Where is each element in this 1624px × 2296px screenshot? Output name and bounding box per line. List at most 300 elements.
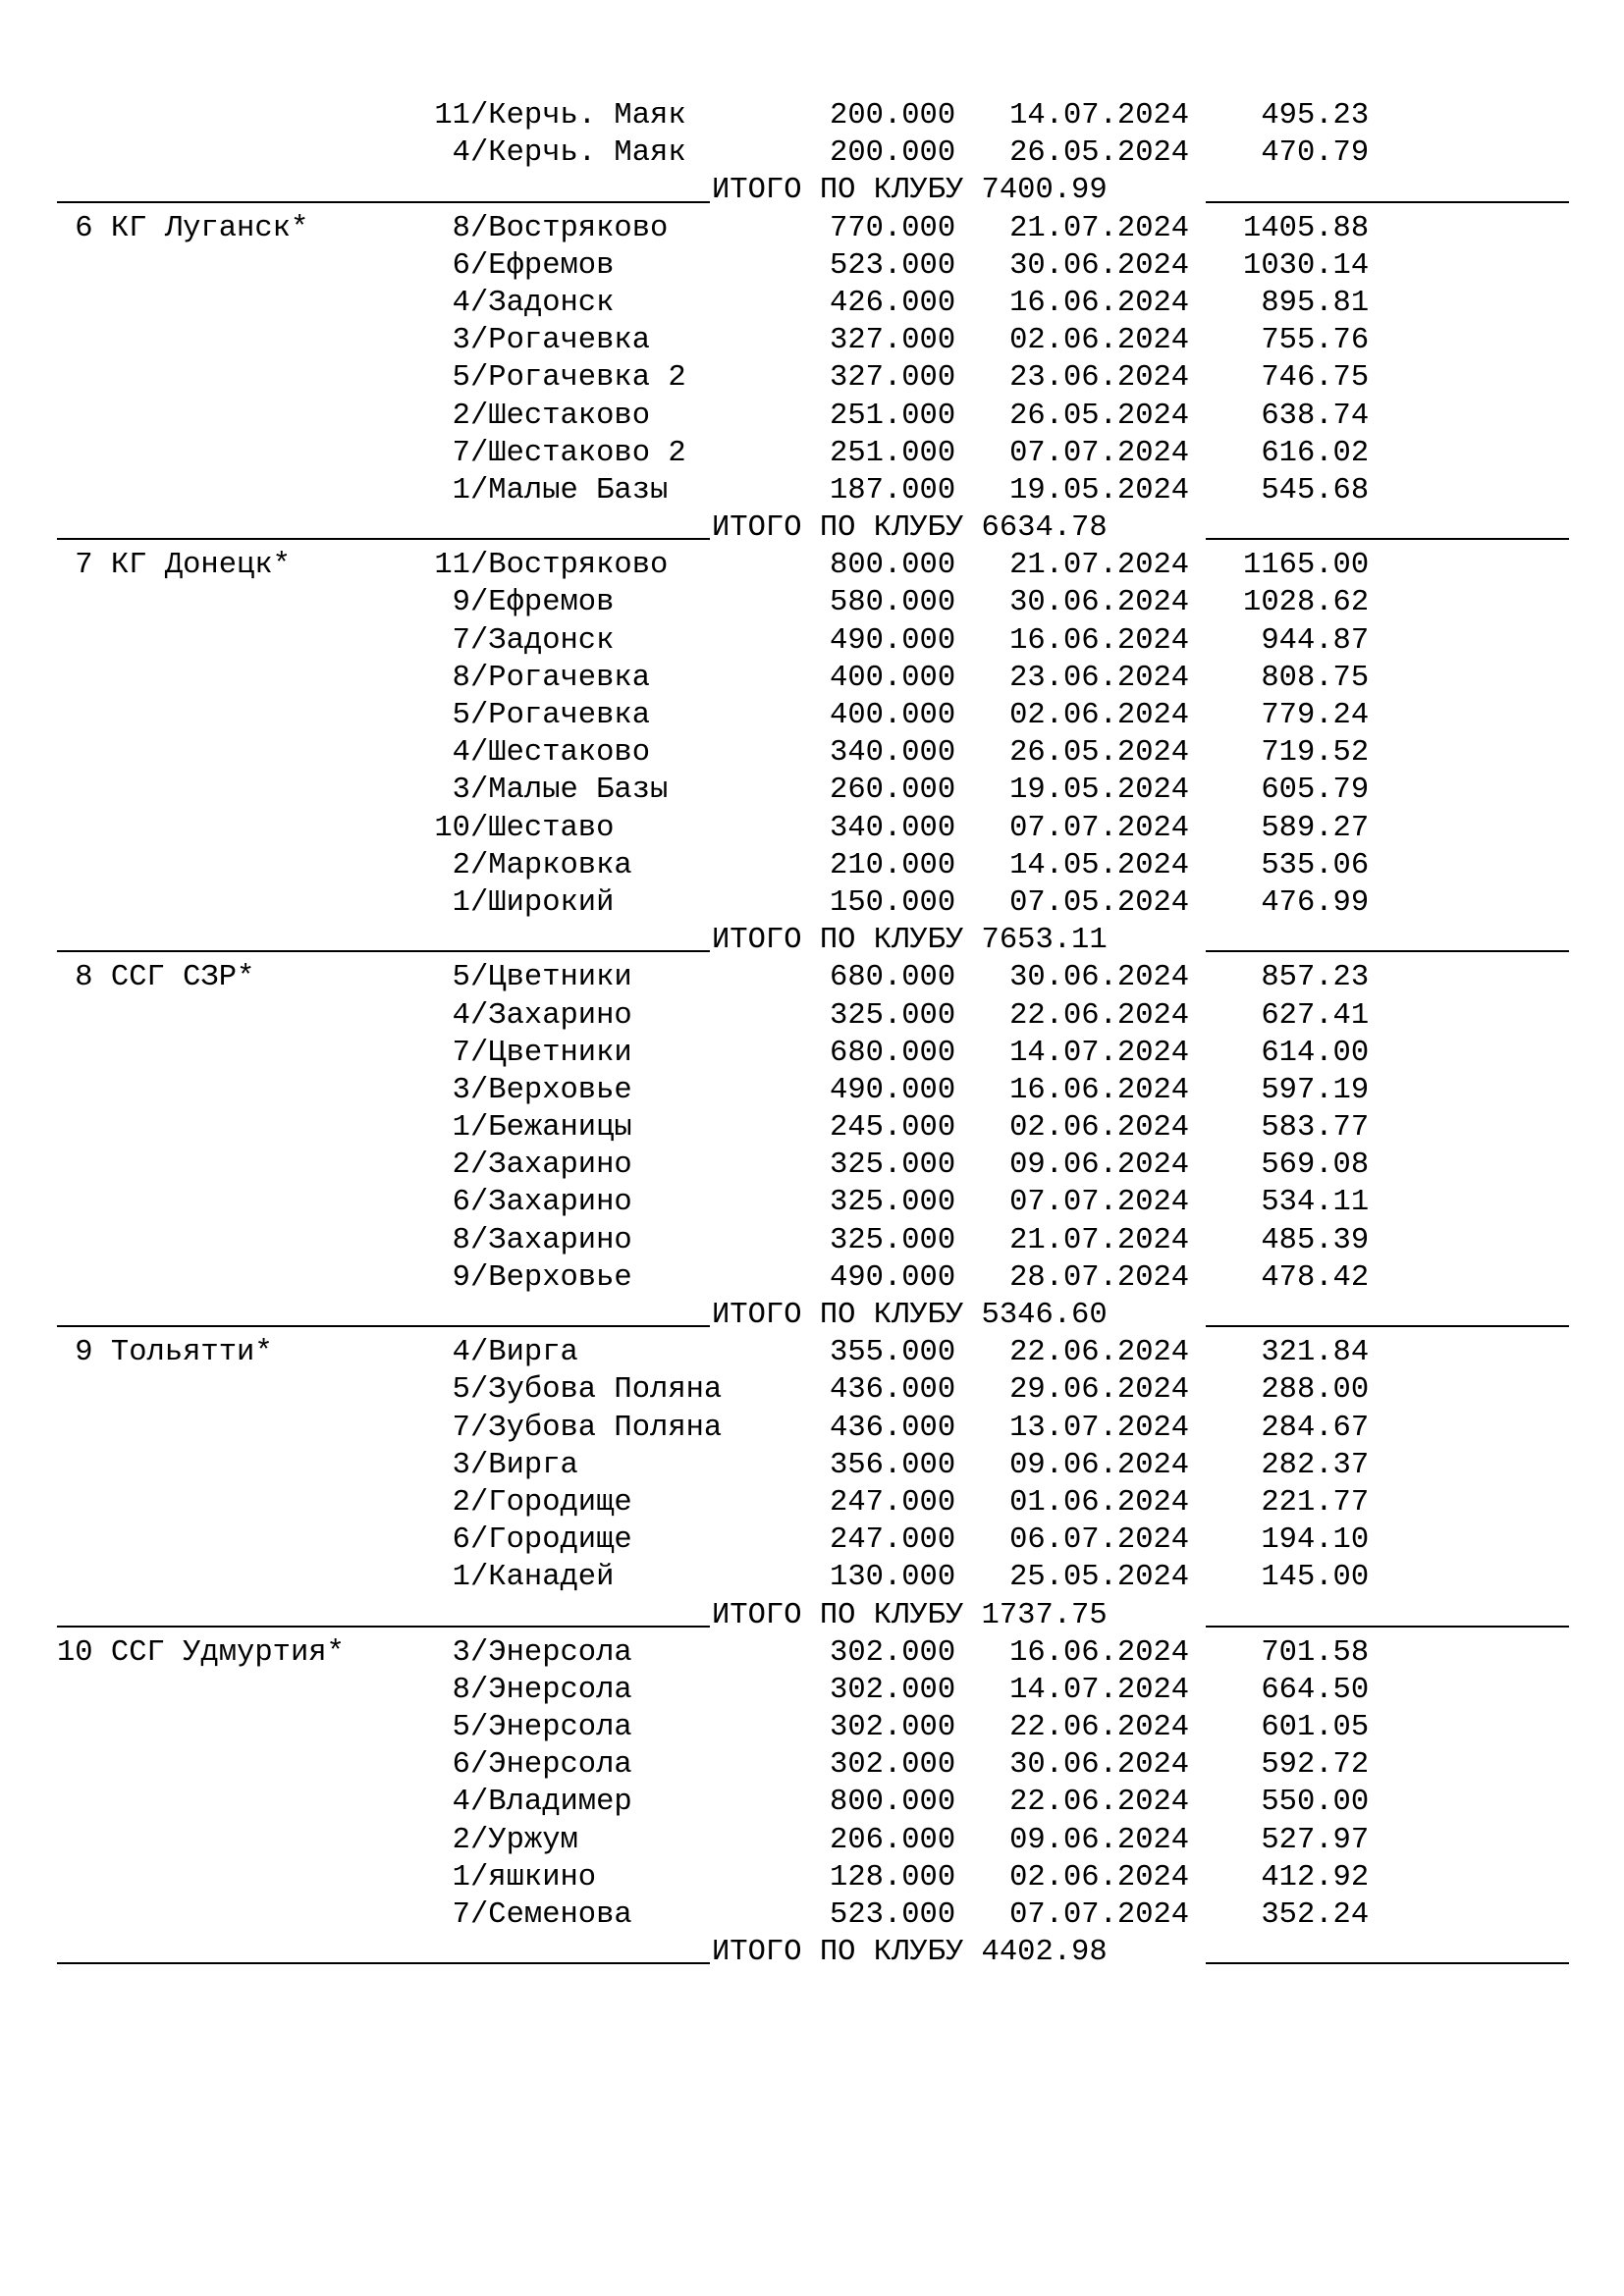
row-text	[57, 1709, 1569, 1746]
race-name: 9/Верховье	[434, 1260, 794, 1295]
club-name-empty	[57, 812, 434, 845]
row-text	[57, 547, 1569, 584]
club-total-line	[57, 1934, 1569, 1971]
divider-right	[1206, 1962, 1569, 1964]
row-text	[57, 1896, 1569, 1934]
score: 569.08	[1189, 1148, 1370, 1183]
distance: 426.000	[793, 286, 956, 320]
distance: 260.000	[793, 774, 956, 808]
distance: 302.000	[793, 1748, 956, 1783]
divider-right	[1206, 201, 1569, 203]
score: 194.10	[1189, 1523, 1370, 1558]
race-name: 5/Рогачевка	[434, 699, 794, 732]
club-name: 10 ССГ Удмуртия*	[57, 1635, 435, 1670]
club-name-empty	[57, 437, 434, 470]
table-row	[0, 884, 1624, 922]
row-text	[57, 1522, 1569, 1559]
race-date: 06.07.2024	[955, 1523, 1190, 1558]
race-name: 4/Шестаково	[434, 736, 794, 771]
club-name-empty	[57, 774, 434, 807]
race-name: 1/Широкий	[434, 885, 794, 920]
club-name-empty	[57, 1674, 434, 1707]
club-name-empty	[57, 324, 434, 357]
row-text	[57, 1672, 1569, 1709]
club-name-empty	[57, 400, 434, 433]
table-row	[0, 1822, 1624, 1859]
club-name-empty	[57, 624, 434, 658]
row-text	[57, 398, 1569, 435]
table-row	[0, 1447, 1624, 1484]
distance: 523.000	[793, 1898, 956, 1932]
club-total-line	[57, 922, 1569, 959]
divider-right	[1206, 1626, 1569, 1628]
club-name: 6 КГ Луганск*	[57, 211, 435, 245]
row-text	[57, 847, 1569, 884]
club-name	[57, 99, 434, 133]
distance: 302.000	[793, 1711, 956, 1745]
distance: 340.000	[793, 811, 956, 845]
race-date: 19.05.2024	[955, 774, 1190, 808]
row-text	[57, 1559, 1569, 1596]
table-row	[0, 959, 1624, 996]
race-date: 13.07.2024	[955, 1411, 1190, 1445]
club-name-empty	[57, 1786, 434, 1819]
race-name: 6/Захарино	[434, 1186, 794, 1220]
row-text	[57, 1410, 1569, 1447]
table-row	[0, 285, 1624, 322]
club-name-empty	[57, 1224, 434, 1257]
distance: 800.000	[793, 549, 956, 583]
race-name: 7/Задонск	[434, 623, 794, 658]
row-text	[57, 1447, 1569, 1484]
score: 284.67	[1189, 1411, 1370, 1445]
row-text	[57, 1334, 1569, 1371]
score: 282.37	[1189, 1448, 1370, 1482]
table-row	[0, 1334, 1624, 1371]
club-name-empty	[57, 999, 434, 1033]
race-date: 23.06.2024	[955, 661, 1190, 695]
race-date: 22.06.2024	[955, 1711, 1190, 1745]
table-row	[0, 1522, 1624, 1559]
race-name: 9/Ефремов	[434, 586, 794, 620]
table-row	[0, 1896, 1624, 1934]
row-text	[57, 134, 1569, 172]
distance: 245.000	[793, 1111, 956, 1146]
race-name: 7/Зубова Поляна	[434, 1411, 794, 1445]
race-date: 07.07.2024	[955, 1898, 1190, 1932]
club-name-empty	[57, 1111, 434, 1145]
score: 597.19	[1189, 1073, 1370, 1107]
row-text	[57, 1634, 1569, 1672]
distance: 580.000	[793, 586, 956, 620]
race-name: 6/Энерсола	[434, 1748, 794, 1783]
race-name: 4/Задонск	[434, 286, 794, 320]
table-row	[0, 1259, 1624, 1297]
table-row	[0, 1072, 1624, 1109]
table-row	[0, 97, 1624, 134]
race-name: 2/Уржум	[434, 1823, 794, 1857]
distance: 247.000	[793, 1523, 956, 1558]
row-text	[57, 1184, 1569, 1221]
score: 857.23	[1189, 961, 1370, 995]
race-date: 14.05.2024	[955, 848, 1190, 882]
race-name: 5/Цветники	[434, 961, 794, 995]
race-name: 11/Востряково	[434, 549, 794, 583]
race-date: 02.06.2024	[955, 1860, 1190, 1895]
distance: 325.000	[793, 1148, 956, 1183]
score: 470.79	[1189, 136, 1370, 171]
row-text	[57, 734, 1569, 772]
club-name-empty	[57, 249, 434, 283]
club-name-empty	[57, 886, 434, 920]
row-text	[57, 959, 1569, 996]
race-date: 01.06.2024	[955, 1485, 1190, 1520]
race-date: 30.06.2024	[955, 1748, 1190, 1783]
distance: 302.000	[793, 1673, 956, 1707]
score: 583.77	[1189, 1111, 1370, 1146]
row-text	[57, 584, 1569, 621]
distance: 770.000	[793, 211, 956, 245]
distance: 356.000	[793, 1448, 956, 1482]
row-text	[57, 1371, 1569, 1409]
table-row	[0, 1746, 1624, 1784]
race-date: 07.05.2024	[955, 885, 1190, 920]
club-name-empty	[57, 736, 434, 770]
race-name: 6/Городище	[434, 1523, 794, 1558]
divider-right	[1206, 950, 1569, 952]
club-name-empty	[57, 699, 434, 732]
distance: 523.000	[793, 248, 956, 283]
race-name: 4/Захарино	[434, 998, 794, 1033]
club-name-empty	[57, 1186, 434, 1219]
club-total: ИТОГО ПО КЛУБУ 7400.99	[712, 174, 1108, 208]
race-name: 2/Городище	[434, 1485, 794, 1520]
row-text	[57, 810, 1569, 847]
score: 550.00	[1189, 1786, 1370, 1820]
race-name: 8/Рогачевка	[434, 661, 794, 695]
score: 1165.00	[1189, 549, 1370, 583]
club-name-empty	[57, 849, 434, 882]
table-row	[0, 847, 1624, 884]
distance: 150.000	[793, 885, 956, 920]
distance: 680.000	[793, 961, 956, 995]
divider-left	[57, 1626, 710, 1628]
club-total: ИТОГО ПО КЛУБУ 4402.98	[712, 1936, 1108, 1970]
distance: 325.000	[793, 1223, 956, 1257]
table-row	[0, 1859, 1624, 1896]
club-name-empty	[57, 1561, 434, 1594]
table-row	[0, 1184, 1624, 1221]
distance: 340.000	[793, 736, 956, 771]
row-text	[57, 210, 1569, 247]
race-name: 3/Рогачевка	[434, 324, 794, 358]
score: 352.24	[1189, 1898, 1370, 1932]
row-text	[57, 97, 1569, 134]
race-date: 07.07.2024	[955, 811, 1190, 845]
score: 779.24	[1189, 699, 1370, 732]
race-name: 2/Шестаково	[434, 399, 794, 433]
club-name-empty	[57, 474, 434, 507]
race-name: 8/Захарино	[434, 1223, 794, 1257]
score: 614.00	[1189, 1036, 1370, 1070]
table-row	[0, 584, 1624, 621]
distance: 200.000	[793, 136, 956, 171]
table-row	[0, 1709, 1624, 1746]
club-total: ИТОГО ПО КЛУБУ 1737.75	[712, 1598, 1108, 1632]
table-row	[0, 472, 1624, 509]
divider-right	[1206, 1325, 1569, 1327]
score: 321.84	[1189, 1336, 1370, 1370]
row-text	[57, 884, 1569, 922]
race-date: 02.06.2024	[955, 1111, 1190, 1146]
table-row	[0, 210, 1624, 247]
club-name-empty	[57, 1037, 434, 1070]
race-name: 3/Малые Базы	[434, 774, 794, 808]
divider-left	[57, 1962, 710, 1964]
score: 1028.62	[1189, 586, 1370, 620]
club-name-empty	[57, 1261, 434, 1295]
row-text	[57, 772, 1569, 809]
club-total-line	[57, 172, 1569, 209]
distance: 680.000	[793, 1036, 956, 1070]
club-name: 9 Тольятти*	[57, 1336, 435, 1370]
race-name: 7/Цветники	[434, 1036, 794, 1070]
table-row	[0, 1634, 1624, 1672]
score: 589.27	[1189, 811, 1370, 845]
score: 638.74	[1189, 399, 1370, 433]
race-date: 26.05.2024	[955, 736, 1190, 771]
divider-left	[57, 950, 710, 952]
race-date: 02.06.2024	[955, 324, 1190, 358]
race-date: 09.06.2024	[955, 1148, 1190, 1183]
table-row	[0, 1222, 1624, 1259]
score: 527.97	[1189, 1823, 1370, 1857]
row-text	[57, 1072, 1569, 1109]
score: 478.42	[1189, 1260, 1370, 1295]
row-text	[57, 1147, 1569, 1184]
race-date: 21.07.2024	[955, 211, 1190, 245]
race-name: 10/Шеставо	[434, 811, 794, 845]
club-name-empty	[57, 1898, 434, 1932]
club-name-empty	[57, 1412, 434, 1445]
row-text	[57, 1784, 1569, 1821]
table-row	[0, 810, 1624, 847]
race-date: 21.07.2024	[955, 549, 1190, 583]
race-date: 19.05.2024	[955, 473, 1190, 507]
row-text	[57, 1484, 1569, 1522]
race-date: 30.06.2024	[955, 586, 1190, 620]
distance: 327.000	[793, 361, 956, 396]
score: 616.02	[1189, 436, 1370, 470]
distance: 355.000	[793, 1336, 956, 1370]
club-name-empty	[57, 1824, 434, 1857]
table-row	[0, 697, 1624, 734]
race-date: 30.06.2024	[955, 961, 1190, 995]
distance: 251.000	[793, 399, 956, 433]
distance: 325.000	[793, 1186, 956, 1220]
club-total-line	[57, 1297, 1569, 1334]
table-row	[0, 660, 1624, 697]
race-name: 1/Бежаницы	[434, 1111, 794, 1146]
club-name-empty	[57, 662, 434, 695]
table-row	[0, 1147, 1624, 1184]
table-row	[0, 435, 1624, 472]
distance: 200.000	[793, 99, 956, 133]
table-row	[0, 1672, 1624, 1709]
club-total-line	[57, 509, 1569, 547]
race-name: 11/Керчь. Маяк	[434, 99, 794, 133]
race-name: 5/Энерсола	[434, 1711, 794, 1745]
divider-right	[1206, 538, 1569, 540]
score: 535.06	[1189, 848, 1370, 882]
table-row	[0, 547, 1624, 584]
race-date: 29.06.2024	[955, 1373, 1190, 1408]
distance: 327.000	[793, 324, 956, 358]
distance: 130.000	[793, 1561, 956, 1595]
distance: 206.000	[793, 1823, 956, 1857]
divider-left	[57, 201, 710, 203]
race-date: 26.05.2024	[955, 136, 1190, 171]
race-date: 25.05.2024	[955, 1561, 1190, 1595]
race-name: 8/Востряково	[434, 211, 794, 245]
race-date: 16.06.2024	[955, 286, 1190, 320]
row-text	[57, 359, 1569, 397]
race-name: 4/Владимер	[434, 1786, 794, 1820]
club-name-empty	[57, 1711, 434, 1744]
score: 592.72	[1189, 1748, 1370, 1783]
row-text	[57, 1222, 1569, 1259]
table-row	[0, 997, 1624, 1035]
club-name-empty	[57, 136, 434, 170]
race-name: 5/Зубова Поляна	[434, 1373, 794, 1408]
score: 719.52	[1189, 736, 1370, 771]
row-text	[57, 247, 1569, 285]
race-date: 22.06.2024	[955, 998, 1190, 1033]
score: 412.92	[1189, 1860, 1370, 1895]
score: 534.11	[1189, 1186, 1370, 1220]
table-row	[0, 1559, 1624, 1596]
row-text	[57, 1822, 1569, 1859]
distance: 187.000	[793, 473, 956, 507]
race-name: 3/Энерсола	[434, 1635, 794, 1670]
row-text	[57, 435, 1569, 472]
race-date: 21.07.2024	[955, 1223, 1190, 1257]
distance: 436.000	[793, 1411, 956, 1445]
race-name: 3/Верховье	[434, 1073, 794, 1107]
score: 1405.88	[1189, 211, 1370, 245]
race-date: 09.06.2024	[955, 1448, 1190, 1482]
race-name: 3/Вирга	[434, 1448, 794, 1482]
row-text	[57, 1259, 1569, 1297]
row-text	[57, 472, 1569, 509]
divider-left	[57, 1325, 710, 1327]
race-name: 4/Керчь. Маяк	[434, 136, 794, 171]
table-row	[0, 322, 1624, 359]
race-name: 2/Марковка	[434, 848, 794, 882]
row-text	[57, 622, 1569, 660]
club-name-empty	[57, 1449, 434, 1482]
distance: 247.000	[793, 1485, 956, 1520]
race-date: 28.07.2024	[955, 1260, 1190, 1295]
race-date: 23.06.2024	[955, 361, 1190, 396]
table-row	[0, 398, 1624, 435]
race-date: 30.06.2024	[955, 248, 1190, 283]
table-row	[0, 1484, 1624, 1522]
club-name-empty	[57, 1861, 434, 1895]
table-row	[0, 134, 1624, 172]
distance: 490.000	[793, 623, 956, 658]
club-name-empty	[57, 586, 434, 619]
race-date: 16.06.2024	[955, 1635, 1190, 1670]
club-name-empty	[57, 1748, 434, 1782]
score: 288.00	[1189, 1373, 1370, 1408]
score: 221.77	[1189, 1485, 1370, 1520]
distance: 400.000	[793, 699, 956, 732]
race-name: 4/Вирга	[434, 1336, 794, 1370]
score: 601.05	[1189, 1711, 1370, 1745]
score: 944.87	[1189, 623, 1370, 658]
row-text	[57, 1109, 1569, 1147]
row-text	[57, 997, 1569, 1035]
score: 485.39	[1189, 1223, 1370, 1257]
score: 476.99	[1189, 885, 1370, 920]
club-name: 7 КГ Донецк*	[57, 549, 435, 583]
club-name-empty	[57, 1373, 434, 1407]
race-date: 22.06.2024	[955, 1336, 1190, 1370]
row-text	[57, 660, 1569, 697]
club-name-empty	[57, 287, 434, 320]
table-row	[0, 1410, 1624, 1447]
race-date: 14.07.2024	[955, 1036, 1190, 1070]
score: 627.41	[1189, 998, 1370, 1033]
row-text	[57, 1035, 1569, 1072]
score: 495.23	[1189, 99, 1370, 133]
score: 605.79	[1189, 774, 1370, 808]
race-name: 5/Рогачевка 2	[434, 361, 794, 396]
distance: 490.000	[793, 1260, 956, 1295]
club-name-empty	[57, 1148, 434, 1182]
distance: 251.000	[793, 436, 956, 470]
table-row	[0, 772, 1624, 809]
table-row	[0, 247, 1624, 285]
distance: 800.000	[793, 1786, 956, 1820]
race-date: 07.07.2024	[955, 1186, 1190, 1220]
score: 755.76	[1189, 324, 1370, 358]
race-date: 07.07.2024	[955, 436, 1190, 470]
race-name: 8/Энерсола	[434, 1673, 794, 1707]
race-date: 22.06.2024	[955, 1786, 1190, 1820]
race-date: 26.05.2024	[955, 399, 1190, 433]
table-row	[0, 359, 1624, 397]
row-text	[57, 322, 1569, 359]
row-text	[57, 1859, 1569, 1896]
club-total: ИТОГО ПО КЛУБУ 7653.11	[712, 924, 1108, 958]
race-name: 1/Малые Базы	[434, 473, 794, 507]
score: 808.75	[1189, 661, 1370, 695]
row-text	[57, 285, 1569, 322]
distance: 436.000	[793, 1373, 956, 1408]
race-date: 02.06.2024	[955, 699, 1190, 732]
club-name: 8 ССГ СЗР*	[57, 961, 435, 995]
club-total-line	[57, 1597, 1569, 1634]
race-name: 7/Шестаково 2	[434, 436, 794, 470]
score: 895.81	[1189, 286, 1370, 320]
distance: 302.000	[793, 1635, 956, 1670]
race-name: 2/Захарино	[434, 1148, 794, 1183]
club-total: ИТОГО ПО КЛУБУ 5346.60	[712, 1299, 1108, 1332]
race-name: 6/Ефремов	[434, 248, 794, 283]
club-name-empty	[57, 1074, 434, 1107]
